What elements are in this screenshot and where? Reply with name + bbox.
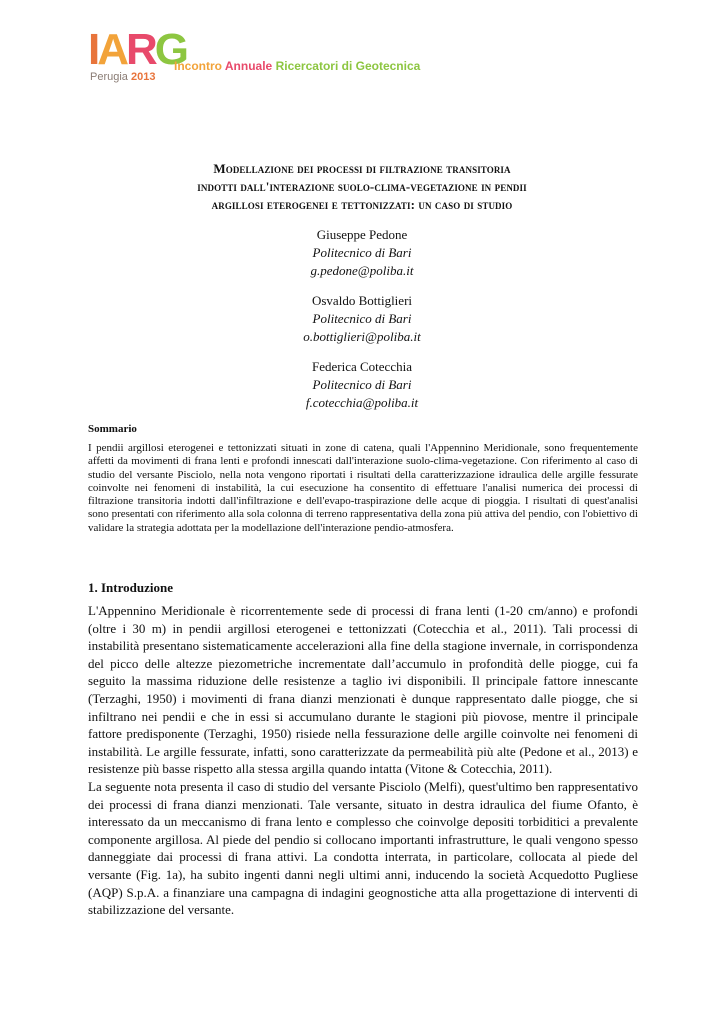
logo-letter-a: A [97, 25, 127, 74]
logo-year: 2013 [130, 71, 156, 83]
logo-location [90, 71, 155, 83]
abstract-text: I pendii argillosi eterogenei e tettonizzati situati in zone di catena, quali l'Appennino Meridionale, sono frequentemente affetti da movimenti di frana lenti e profondi innescati dall'interazione suolo-clima-vegetazione. Con riferimento al caso di studio del versante Pisciolo, nella nota vengono riportati i risultati della caratterizzazione idraulica delle argille fessurate coinvolte nei fenomeni di instabilità, la cui esecuzione ha consentito di effettuare l'analisi numerica dei processi di filtrazione transitoria indotti dall'infiltrazione e dell'evapo-traspirazione delle acque di pioggia. I risultati di quest'analisi sono presentati con riferimento alla sola colonna di terreno rappresentativa della zona più attiva del pendio, con l'obiettivo di validare la strategia adottata per la modellazione dell'interazione pendio-atmosfera. [88, 442, 638, 534]
conference-name [174, 59, 420, 73]
author-name: Giuseppe Pedone [316, 227, 408, 242]
body-paragraph: La seguente nota presenta il caso di studio del versante Pisciolo (Melfi), quest'ultimo ben rappresentativo dei processi di frana dianzi menzionati. Tale versante, situato in destra idraulica del fiume Ofanto, è interessato da un meccanismo di frana lento e complesso che coinvolge depositi torbiditici a prevalente componente argillosa. Al piede del pendio si collocano importanti infrastrutture, le quali vengono spesso danneggiate dai processi di frana attivi. La condotta interrata, in particolare, collocata al piede del versante (Fig. 1a), ha subito ingenti danni negli ultimi anni, inducendo la società Acquedotto Pugliese (AQP) S.p.A. a finanziare una campagna di indagini geognostiche atta alla progettazione di interventi di stabilizzazione del versante. [88, 778, 638, 918]
abstract-heading: Sommario [88, 423, 137, 435]
body-paragraph: L'Appennino Meridionale è ricorrentemente sede di processi di frana lenti (1-20 cm/anno) e profondi (oltre i 30 m) in pendii argillosi eterogenei e tettonizzati (Cotecchia et al., 2011). Tali processi di instabilità presentano sistematicamente accelerazioni alla fine della stagione invernale, in corrispondenza del picco delle altezze piezometriche incrementate dall’accumulo in profondità delle piogge, cui fa seguito la massima riduzione delle resistenze a taglio ivi disponibili. Il principale fattore innescante (Terzaghi, 1950) i movimenti di frana dianzi menzionati è dunque rappresentato dalle piogge, che si infiltrano nei pendii e che in essi si accumulano durante le stagioni più piovose, mentre il principale fattore predisponente (Terzaghi, 1950) risiede nella fessurazione delle argille coinvolte nei fenomeni di instabilità. Le argille fessurate, infatti, sono caratterizzate da permeabilità più alte (Pedone et al., 2013) e resistenze più basse rispetto alla stessa argilla quando intatta (Vitone & Cotecchia, 2011). [88, 603, 638, 777]
author-affiliation: Politecnico di Bari [312, 377, 412, 392]
author-name: Federica Cotecchia [312, 359, 412, 374]
logo-wordmark [88, 25, 187, 74]
author-email: g.pedone@poliba.it [310, 263, 414, 278]
author-email: f.cotecchia@poliba.it [305, 395, 419, 410]
conference-word-1: Incontro [174, 59, 222, 73]
logo-letter-g: G [154, 25, 187, 74]
author-list [60, 226, 664, 424]
title-line: Modellazione dei processi di filtrazione transitoria [213, 161, 511, 176]
title-line: indotti dall'interazione suolo-clima-vegetazione in pendii [197, 179, 527, 194]
author-block [60, 292, 664, 346]
author-affiliation: Politecnico di Bari [312, 311, 412, 326]
logo-letter-i: I [88, 25, 98, 74]
author-email: o.bottiglieri@poliba.it [303, 329, 421, 344]
conference-word-3: Ricercatori di Geotecnica [275, 59, 421, 73]
paper-title [60, 160, 664, 214]
author-name: Osvaldo Bottiglieri [311, 293, 413, 308]
section-body [88, 602, 638, 919]
title-line: argillosi eterogenei e tettonizzati: un caso di studio [211, 197, 513, 212]
author-block [60, 358, 664, 412]
author-block [60, 226, 664, 280]
conference-word-2: Annuale [224, 59, 273, 73]
logo-letter-r: R [126, 25, 155, 74]
section-heading: 1. Introduzione [88, 580, 173, 595]
logo-city: Perugia [90, 71, 128, 83]
conference-logo [88, 25, 421, 88]
author-affiliation: Politecnico di Bari [312, 245, 412, 260]
